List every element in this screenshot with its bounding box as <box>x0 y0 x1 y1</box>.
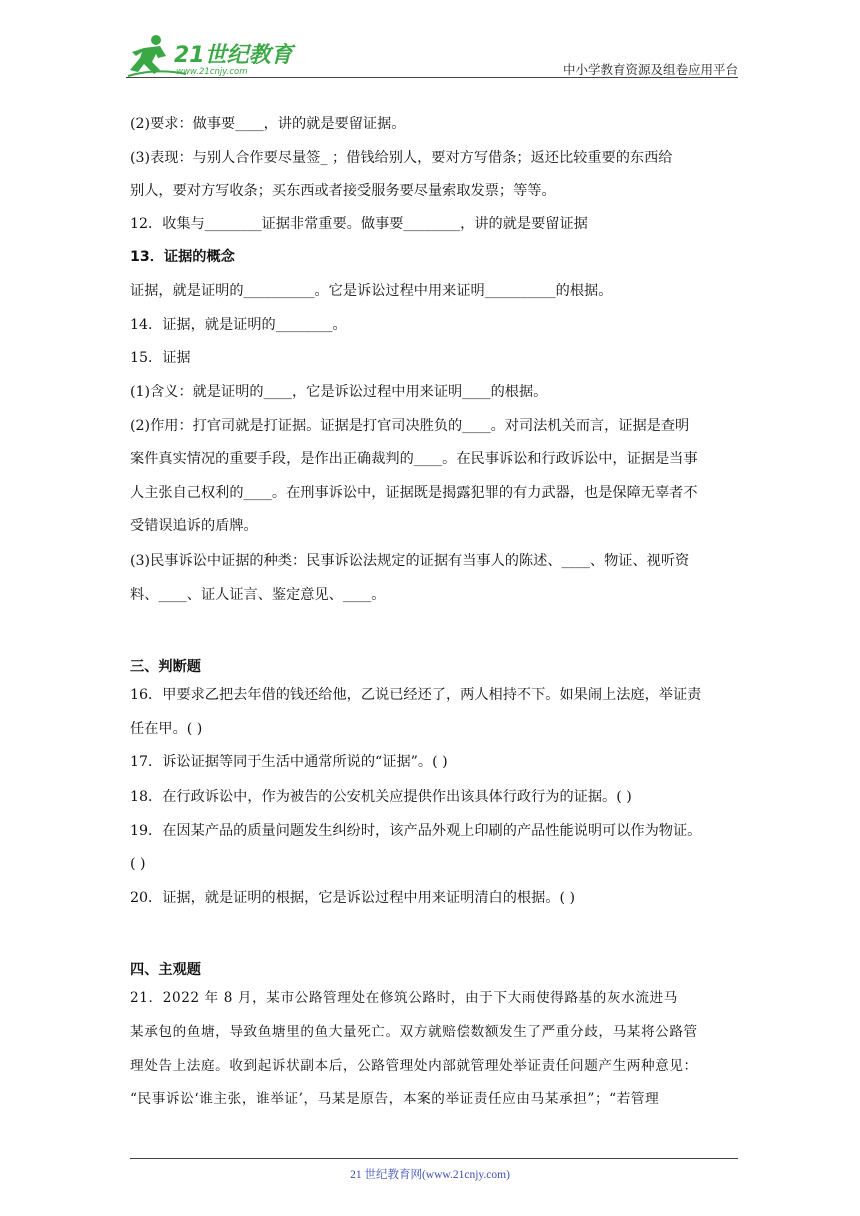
text-line: (1)含义：就是证明的____，它是诉讼过程中用来证明____的根据。 <box>130 384 548 400</box>
question-18: 18．在行政诉讼中，作为被告的公安机关应提供作出该具体行政行为的证据。( ) <box>130 789 632 805</box>
text-line: 理处告上法庭。收到起诉状副本后，公路管理处内部就管理处举证责任问题产生两种意见： <box>130 1058 698 1074</box>
question-15-title: 15．证据 <box>130 350 191 366</box>
header-divider <box>126 77 738 78</box>
text-line: 人主张自己权利的____。在刑事诉讼中，证据既是揭露犯罪的有力武器，也是保障无辜者不 <box>130 485 698 501</box>
question-13-title: 13．证据的概念 <box>130 249 235 265</box>
text-line: 料、____、证人证言、鉴定意见、____。 <box>130 587 386 603</box>
svg-text:21世纪教育: 21世纪教育 <box>174 43 293 68</box>
question-20: 20．证据，就是证明的根据，它是诉讼过程中用来证明清白的根据。( ) <box>130 890 576 906</box>
text-line: ( ) <box>130 856 146 872</box>
platform-name: 中小学教育资源及组卷应用平台 <box>562 62 738 77</box>
question-14: 14．证据，就是证明的________。 <box>130 317 347 333</box>
page-footer: 21 世纪教育网(www.21cnjy.com) <box>350 1169 510 1181</box>
logo-icon <box>126 32 296 78</box>
text-line: (2)作用：打官司就是打证据。证据是打官司决胜负的____。对司法机关而言，证据是查明 <box>130 418 690 434</box>
text-line: 某承包的鱼塘，导致鱼塘里的鱼大量死亡。双方就赔偿数额发生了严重分歧，马某将公路管 <box>130 1024 698 1040</box>
section-3-heading: 三、判断题 <box>130 659 201 675</box>
page-header <box>126 32 738 80</box>
question-19: 19．在因某产品的质量问题发生纠纷时，该产品外观上印刷的产品性能说明可以作为物证。 <box>130 823 702 839</box>
text-line: 证据，就是证明的__________。它是诉讼过程中用来证明__________的根据。 <box>130 283 613 299</box>
question-21: 21．2022 年 8 月，某市公路管理处在修筑公路时，由于下大雨使得路基的灰水流进马 <box>130 990 678 1006</box>
text-line: 受错误追诉的盾牌。 <box>130 518 258 534</box>
svg-text:www.21cnjy.com: www.21cnjy.com <box>176 67 248 77</box>
text-line: (2)要求：做事要____，讲的就是要留证据。 <box>130 116 406 132</box>
footer-divider <box>130 1158 738 1159</box>
question-17: 17．诉讼证据等同于生活中通常所说的“证据”。( ) <box>130 754 448 770</box>
text-line: (3)表现：与别人合作要尽量签_ ；借钱给别人，要对方写借条；返还比较重要的东西给 <box>130 150 673 166</box>
question-12: 12．收集与________证据非常重要。做事要________，讲的就是要留证据 <box>130 216 588 232</box>
question-16: 16．甲要求乙把去年借的钱还给他，乙说已经还了，两人相持不下。如果闹上法庭，举证责 <box>130 687 702 703</box>
text-line: 别人，要对方写收条；买东西或者接受服务要尽量索取发票；等等。 <box>130 183 556 199</box>
text-line: 任在甲。( ) <box>130 721 203 737</box>
text-line: “民事诉讼‘谁主张，谁举证’，马某是原告，本案的举证责任应由马某承担”；“若管理 <box>130 1091 660 1107</box>
section-4-heading: 四、主观题 <box>130 962 201 978</box>
text-line: 案件真实情况的重要手段，是作出正确裁判的____。在民事诉讼和行政诉讼中，证据是当事 <box>130 451 698 467</box>
text-line: (3)民事诉讼中证据的种类：民事诉讼法规定的证据有当事人的陈述、____、物证、视听资 <box>130 553 690 569</box>
